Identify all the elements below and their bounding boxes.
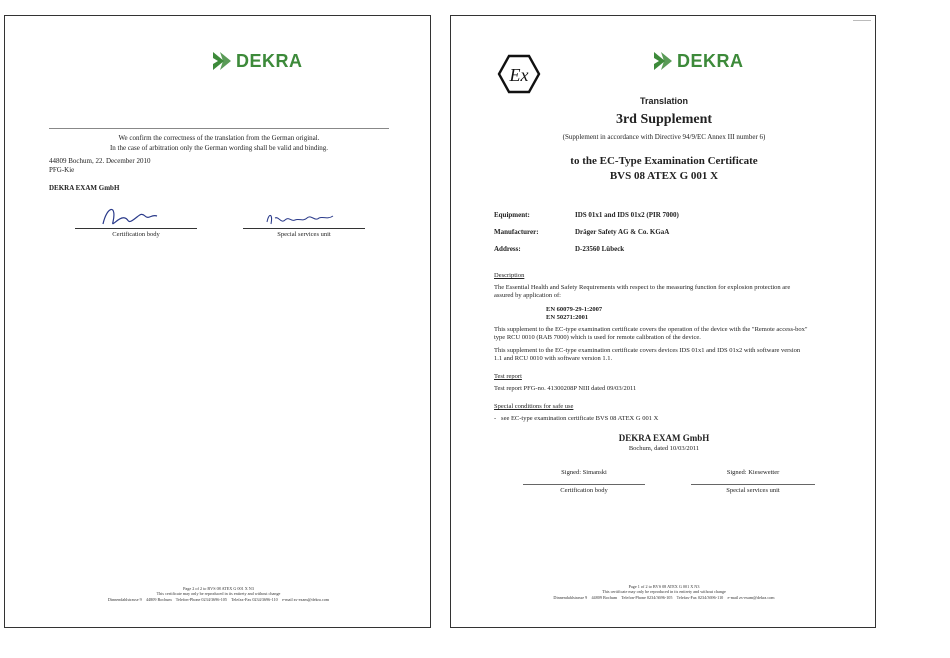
cert-heading: to the EC-Type Examination Certificate bbox=[570, 155, 758, 167]
description-text: 1.1 and RCU 0010 with software version 1.1. bbox=[494, 355, 613, 362]
place-date: Bochum, dated 10/03/2011 bbox=[628, 445, 700, 452]
description-heading: Description bbox=[494, 272, 525, 279]
signed-left: Signed: Simanski bbox=[561, 469, 607, 476]
confirm-line-1: We confirm the correctness of the translation from the German original. bbox=[118, 134, 320, 142]
place-date: 44809 Bochum, 22. December 2010 bbox=[49, 157, 151, 165]
signature-icon bbox=[263, 208, 335, 230]
footer-address: Dinnendahlstrasse 9 44809 Bochum Telefon-Phone 0234/3696-105 Telefax-Fax 0234/3696-110 e-mail zs-exam@dekra.com bbox=[553, 595, 775, 600]
standard-2: EN 50271:2001 bbox=[546, 314, 589, 321]
footer-page: Page 2 of 2 to BVS 08 ATEX G 001 X N3 bbox=[183, 586, 254, 591]
company-name: DEKRA EXAM GmbH bbox=[49, 184, 120, 192]
cert-number: BVS 08 ATEX G 001 X bbox=[609, 170, 719, 182]
field-label-address: Address: bbox=[494, 245, 521, 253]
signature-icon bbox=[95, 202, 165, 230]
test-report-heading: Test report bbox=[494, 373, 522, 380]
signature-line bbox=[523, 484, 645, 485]
brand-name: DEKRA bbox=[236, 50, 303, 71]
dekra-logo bbox=[651, 50, 744, 72]
signature-line bbox=[243, 228, 365, 229]
field-value-equipment: IDS 01x1 and IDS 01x2 (PIR 7000) bbox=[575, 211, 679, 219]
document-page-1 bbox=[450, 15, 876, 628]
footer-address: Dinnendahlstrasse 9 44809 Bochum Telefon-Phone 0234/3696-105 Telefax-Fax 0234/3696-110 e-mail zs-exam@dekra.com bbox=[107, 597, 330, 602]
special-conditions-text: - see EC-type examination certificate BVS 08 ATEX G 001 X bbox=[494, 415, 659, 422]
field-value-manufacturer: Dräger Safety AG & Co. KGaA bbox=[575, 228, 670, 236]
description-text: The Essential Health and Safety Requirements with respect to the measuring function for explosion protection are bbox=[494, 284, 791, 291]
divider bbox=[49, 128, 389, 129]
field-value-address: D-23560 Lübeck bbox=[575, 245, 625, 253]
translation-label: Translation bbox=[639, 96, 688, 106]
ex-atex-icon bbox=[497, 54, 541, 94]
signature-line bbox=[691, 484, 815, 485]
test-report-text: Test report PFG-no. 41300208P NIII dated 09/03/2011 bbox=[494, 385, 637, 392]
description-text: This supplement to the EC-type examination certificate covers the operation of the device with the "Remote access-box" bbox=[494, 326, 808, 333]
dekra-logo-icon bbox=[651, 50, 673, 72]
footer-note: This certificate may only be reproduced in its entirety and without change bbox=[602, 589, 726, 594]
sig-label-special: Special services unit bbox=[277, 231, 331, 238]
description-text: type RCU 0010 (RAB 7000) which is used for remote calibration of the device. bbox=[494, 334, 701, 341]
document-page-2 bbox=[4, 15, 431, 628]
dekra-logo-icon bbox=[210, 50, 232, 72]
special-conditions-heading: Special conditions for safe use bbox=[494, 403, 574, 410]
field-label-manufacturer: Manufacturer: bbox=[494, 228, 539, 236]
sig-label-certification: Certification body bbox=[112, 231, 160, 238]
signed-right: Signed: Kiesewetter bbox=[726, 469, 780, 476]
company-name: DEKRA EXAM GmbH bbox=[618, 433, 710, 443]
dekra-logo bbox=[210, 50, 303, 72]
description-text: assured by application of: bbox=[494, 292, 561, 299]
supplement-title: 3rd Supplement bbox=[615, 112, 713, 127]
footer-page: Page 1 of 2 to BVS 08 ATEX G 001 X N3 bbox=[628, 584, 700, 589]
footer-note: This certificate may only be reproduced in its entirety and without change bbox=[156, 591, 281, 596]
description-text: This supplement to the EC-type examination certificate covers devices IDS 01x1 and IDS 01x2 with software version bbox=[494, 347, 801, 354]
sig-label-special: Special services unit bbox=[726, 487, 780, 494]
sig-label-certification: Certification body bbox=[560, 487, 608, 494]
brand-name: DEKRA bbox=[677, 50, 744, 71]
corner-mark bbox=[853, 20, 871, 21]
signature-line bbox=[75, 228, 197, 229]
confirm-line-2: In the case of arbitration only the German wording shall be valid and binding. bbox=[109, 144, 329, 152]
field-label-equipment: Equipment: bbox=[494, 211, 530, 219]
supplement-subtitle: (Supplement in accordance with Directive 94/9/EC Annex III number 6) bbox=[562, 133, 766, 141]
standard-1: EN 60079-29-1:2007 bbox=[546, 306, 603, 313]
ex-symbol: Ex bbox=[509, 65, 529, 85]
reference: PFG-Kie bbox=[49, 166, 75, 174]
